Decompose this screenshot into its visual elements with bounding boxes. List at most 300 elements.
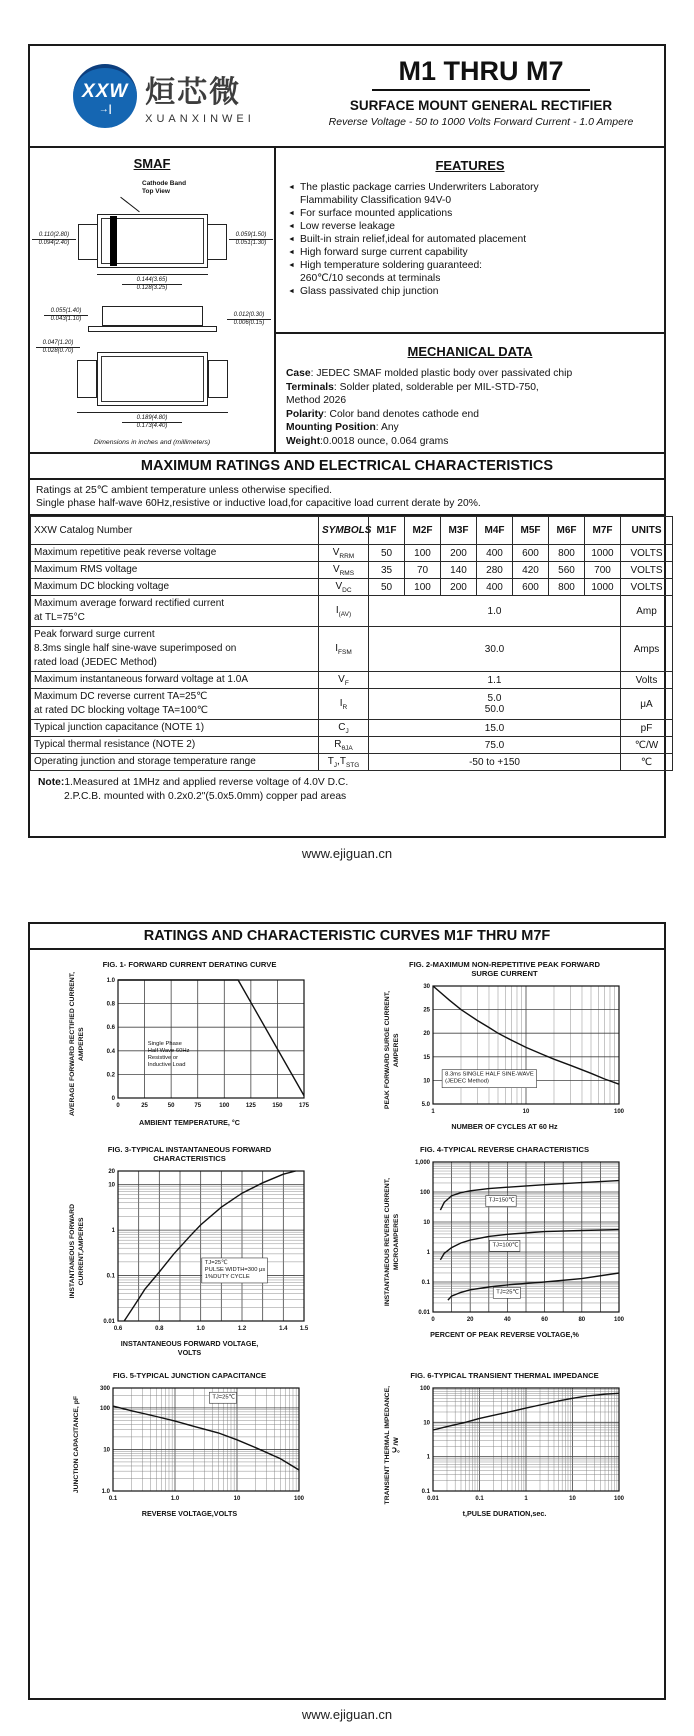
units-cell: Amps xyxy=(621,627,673,672)
mechanical-data-line: Polarity: Color band denotes cathode end xyxy=(286,408,479,420)
symbol-cell: $I_{FSM}$ xyxy=(319,627,369,672)
svg-text:150: 150 xyxy=(271,1102,282,1109)
svg-text:100: 100 xyxy=(613,1317,624,1323)
mechanical-data-line: Weight:0.0018 ounce, 0.064 grams xyxy=(286,435,449,447)
symbol-cell: $V_{DC}$ xyxy=(319,579,369,596)
svg-text:0.1: 0.1 xyxy=(421,1280,430,1286)
parameter-line: Maximum DC blocking voltage xyxy=(34,581,170,592)
symbol-cell: $C_J$ xyxy=(319,720,369,737)
value-line: 50.0 xyxy=(484,704,505,715)
feature-item-line: Flammability Classification 94V-0 xyxy=(300,195,452,206)
value-span-cell xyxy=(369,737,621,754)
svg-text:20: 20 xyxy=(107,1169,115,1175)
value-line: 15.0 xyxy=(484,722,505,734)
value-span-cell xyxy=(369,689,621,720)
y-label-line: PEAK FORWARD SURGE CURRENT, xyxy=(383,991,391,1110)
figure-plot-3 xyxy=(86,1166,312,1337)
cathode-band xyxy=(110,216,117,266)
value-cell: 100 xyxy=(405,545,441,562)
figure-title xyxy=(410,1371,598,1380)
figure-plot-6 xyxy=(401,1383,627,1507)
column-header-model: M4F xyxy=(477,517,513,545)
value-cell: 800 xyxy=(549,545,585,562)
y-label-line: AMPERES xyxy=(77,1027,85,1061)
features-list xyxy=(286,181,654,298)
units-cell: VOLTS xyxy=(621,545,673,562)
column-header-model: M2F xyxy=(405,517,441,545)
parameter-cell xyxy=(31,596,319,627)
svg-text:10: 10 xyxy=(522,1109,529,1115)
bullet-arrow-icon: ◄ xyxy=(288,288,295,295)
figure-plot-4 xyxy=(401,1157,627,1328)
svg-text:1.0: 1.0 xyxy=(101,1489,110,1495)
side-view-base xyxy=(88,326,217,332)
svg-text:TJ=150℃: TJ=150℃ xyxy=(488,1197,515,1204)
dim-pad-length: 0.047(1.20) 0.028(0.70) xyxy=(36,340,80,355)
column-header-model: M7F xyxy=(585,517,621,545)
value-cell: 100 xyxy=(405,579,441,596)
top-view-right-tab xyxy=(207,224,227,260)
callout-leader-line xyxy=(120,197,140,213)
mechanical-data-label: Case xyxy=(286,368,311,379)
x-label-line: REVERSE VOLTAGE,VOLTS xyxy=(141,1509,238,1518)
value-cell: 700 xyxy=(585,562,621,579)
svg-text:1.5: 1.5 xyxy=(299,1326,308,1332)
svg-text:30: 30 xyxy=(422,984,430,990)
svg-text:0.01: 0.01 xyxy=(102,1319,115,1325)
svg-text:300: 300 xyxy=(99,1386,110,1392)
ratings-table xyxy=(30,516,673,771)
value-cell: 50 xyxy=(369,579,405,596)
value-cell: 35 xyxy=(369,562,405,579)
figure-6-thermal-impedance xyxy=(347,1371,662,1518)
figure-y-axis-label xyxy=(72,1396,81,1493)
feature-item-line: ◄ Built-in strain relief,ideal for automated placement xyxy=(288,234,527,245)
value-line: -50 to +150 xyxy=(469,756,520,768)
company-name-cn: 烜芯微 xyxy=(145,76,242,109)
symbol-cell: $T_J,T_{STG}$ xyxy=(319,754,369,771)
svg-text:Resistive or: Resistive or xyxy=(147,1054,178,1061)
bullet-arrow-icon: ◄ xyxy=(288,223,295,230)
svg-text:TJ=100℃: TJ=100℃ xyxy=(492,1242,519,1249)
symbol-cell: $V_{RMS}$ xyxy=(319,562,369,579)
y-label-line: INSTANTANEOUS FORWARD xyxy=(68,1204,76,1299)
dim-body-width: 0.144(3.65) 0.128(3.25) xyxy=(122,277,182,292)
parameter-line: 8.3ms single half sine-wave superimposed on xyxy=(34,643,237,654)
figure-x-axis-label xyxy=(430,1330,579,1339)
figure-body xyxy=(68,1166,312,1337)
value-line: 75.0 xyxy=(484,739,505,751)
column-header-model: M6F xyxy=(549,517,585,545)
y-label-line: INSTANTANEOUS REVERSE CURRENT, xyxy=(383,1178,391,1307)
svg-text:1.0: 1.0 xyxy=(106,977,115,984)
feature-item-line: 260℃/10 seconds at terminals xyxy=(300,273,441,284)
table-row xyxy=(31,737,673,754)
y-label-line: AMPERES xyxy=(392,1033,400,1068)
note-line: 2.P.C.B. mounted with 0.2x0.2"(5.0x5.0mm) copper pad areas xyxy=(64,791,347,802)
svg-text:1: 1 xyxy=(426,1250,430,1256)
svg-text:0.6: 0.6 xyxy=(113,1326,122,1332)
value-span-cell xyxy=(369,672,621,689)
feature-item-line: ◄ Glass passivated chip junction xyxy=(288,286,439,297)
datasheet-sheet-2 xyxy=(28,922,666,1700)
svg-text:TJ=25℃: TJ=25℃ xyxy=(212,1394,236,1401)
y-label-line: MICROAMPERES xyxy=(392,1214,400,1271)
svg-text:0.8: 0.8 xyxy=(154,1326,164,1332)
figure-title xyxy=(420,1145,589,1154)
parameter-cell xyxy=(31,672,319,689)
svg-text:0.6: 0.6 xyxy=(106,1024,115,1031)
parameter-line: at rated DC blocking voltage TA=100℃ xyxy=(34,705,209,716)
company-logo xyxy=(30,46,298,146)
svg-text:8.3ms SINGLE HALF SINE-WAVE: 8.3ms SINGLE HALF SINE-WAVE xyxy=(444,1071,534,1078)
mechanical-data-label: Weight xyxy=(286,435,321,447)
svg-text:1.4: 1.4 xyxy=(278,1326,288,1332)
figure-body xyxy=(68,972,312,1116)
parameter-line: Operating junction and storage temperature range xyxy=(34,756,256,767)
value-line: 30.0 xyxy=(484,643,505,655)
ratings-heading: MAXIMUM RATINGS AND ELECTRICAL CHARACTERISTICS xyxy=(30,454,664,480)
ratings-subtitle: Reverse Voltage - 50 to 1000 Volts Forward Current - 1.0 Ampere xyxy=(328,116,634,128)
units-cell: Amp xyxy=(621,596,673,627)
figure-title-line: FIG. 5-TYPICAL JUNCTION CAPACITANCE xyxy=(112,1371,267,1380)
svg-text:100: 100 xyxy=(419,1386,430,1392)
y-label-line: TRANSIENT THERMAL IMPEDANCE, xyxy=(383,1385,391,1505)
ratings-conditions: Ratings at 25℃ ambient temperature unless otherwise specified. Single phase half-wave 60Hz,resistive or inductive load,for capacitive load current derate by 20%. xyxy=(30,480,664,516)
company-name-en: XUANXINWEI xyxy=(145,113,255,125)
column-header-model: M1F xyxy=(369,517,405,545)
mechanical-data-line: Method 2026 xyxy=(286,395,347,406)
svg-text:1%DUTY CYCLE: 1%DUTY CYCLE xyxy=(204,1273,250,1280)
units-cell: μA xyxy=(621,689,673,720)
units-cell: Volts xyxy=(621,672,673,689)
svg-text:100: 100 xyxy=(613,1109,624,1115)
svg-text:PULSE WIDTH=300 μs: PULSE WIDTH=300 μs xyxy=(204,1266,265,1273)
figure-title-line: CHARACTERISTICS xyxy=(153,1154,226,1163)
column-header-model: M5F xyxy=(513,517,549,545)
mechanical-data-list xyxy=(286,367,654,448)
parameter-line: Typical thermal resistance (NOTE 2) xyxy=(34,739,196,750)
parameter-line: Maximum average forward rectified current xyxy=(34,598,225,609)
y-label-line: AVERAGE FORWARD RECTIFIED CURRENT, xyxy=(68,972,76,1116)
value-cell: 600 xyxy=(513,579,549,596)
feature-item-line: ◄ High forward surge current capability xyxy=(288,247,468,258)
part-number-title: M1 THRU M7 xyxy=(372,56,589,91)
svg-text:10: 10 xyxy=(422,1078,430,1085)
svg-text:60: 60 xyxy=(540,1317,548,1323)
svg-text:5.0: 5.0 xyxy=(421,1102,430,1108)
value-cell: 560 xyxy=(549,562,585,579)
figure-title xyxy=(409,960,600,978)
diode-symbol-icon: →| xyxy=(98,104,112,115)
value-span-cell xyxy=(369,720,621,737)
figure-title-line: FIG. 6-TYPICAL TRANSIENT THERMAL IMPEDANCE xyxy=(410,1371,599,1380)
parameter-cell xyxy=(31,720,319,737)
svg-text:125: 125 xyxy=(245,1102,256,1109)
value-cell: 400 xyxy=(477,579,513,596)
value-line: 5.0 xyxy=(487,693,502,704)
svg-text:0: 0 xyxy=(115,1102,120,1109)
bullet-arrow-icon: ◄ xyxy=(288,184,295,191)
features-section xyxy=(276,148,664,334)
column-header-units: UNITS xyxy=(621,517,673,545)
figure-body xyxy=(383,1383,627,1507)
value-cell: 1000 xyxy=(585,545,621,562)
value-cell: 70 xyxy=(405,562,441,579)
svg-text:1.0: 1.0 xyxy=(170,1496,180,1502)
feature-item-line: ◄ High temperature soldering guaranteed: xyxy=(288,260,483,271)
svg-text:10: 10 xyxy=(568,1496,576,1502)
mechanical-data-section xyxy=(276,334,664,452)
table-row xyxy=(31,562,673,579)
website-footer-2: www.ejiguan.cn xyxy=(301,1707,393,1722)
parameter-cell xyxy=(31,627,319,672)
parameter-line: Maximum instantaneous forward voltage at 1.0A xyxy=(34,674,248,685)
device-type-subtitle: SURFACE MOUNT GENERAL RECTIFIER xyxy=(349,98,613,113)
table-row xyxy=(31,672,673,689)
bullet-arrow-icon: ◄ xyxy=(288,236,295,243)
parameter-cell xyxy=(31,754,319,771)
bottom-view-left-tab xyxy=(77,360,97,398)
svg-text:25: 25 xyxy=(422,1007,430,1014)
x-label-line: NUMBER OF CYCLES AT 60 Hz xyxy=(451,1122,558,1131)
svg-text:10: 10 xyxy=(107,1182,115,1189)
figure-y-axis-label xyxy=(383,991,401,1109)
x-label-line: PERCENT OF PEAK REVERSE VOLTAGE,% xyxy=(430,1330,579,1339)
value-cell: 420 xyxy=(513,562,549,579)
svg-text:Inductive Load: Inductive Load xyxy=(147,1061,185,1068)
value-cell: 200 xyxy=(441,545,477,562)
svg-text:175: 175 xyxy=(298,1102,309,1109)
value-cell: 800 xyxy=(549,579,585,596)
value-cell: 600 xyxy=(513,545,549,562)
value-span-cell xyxy=(369,627,621,672)
svg-text:TJ=25℃: TJ=25℃ xyxy=(495,1289,519,1296)
figure-body xyxy=(383,1157,627,1328)
symbol-cell: $V_F$ xyxy=(319,672,369,689)
figure-title-line: FIG. 1- FORWARD CURRENT DERATING CURVE xyxy=(102,960,277,969)
parameter-line: rated load (JEDEC Method) xyxy=(34,657,157,668)
bottom-view-inner-outline xyxy=(101,356,204,402)
parameter-line: at TL=75°C xyxy=(34,612,85,623)
svg-text:80: 80 xyxy=(577,1317,585,1323)
dim-base-thickness: 0.012(0.30) 0.006(0.15) xyxy=(227,312,271,327)
svg-text:0.01: 0.01 xyxy=(417,1310,430,1316)
svg-text:100: 100 xyxy=(419,1190,430,1196)
svg-text:Single Phase: Single Phase xyxy=(147,1040,182,1047)
units-cell: pF xyxy=(621,720,673,737)
figure-x-axis-label xyxy=(142,1509,237,1518)
svg-text:TJ=25℃: TJ=25℃ xyxy=(204,1259,228,1266)
svg-text:100: 100 xyxy=(293,1496,305,1502)
figure-grid xyxy=(30,950,664,1518)
value-cell: 140 xyxy=(441,562,477,579)
svg-text:0: 0 xyxy=(430,1317,435,1323)
feature-item-line: ◄ The plastic package carries Underwriters Laboratory xyxy=(288,182,539,193)
parameter-cell xyxy=(31,737,319,754)
svg-text:Half Wave 60Hz: Half Wave 60Hz xyxy=(147,1047,189,1054)
svg-text:20: 20 xyxy=(466,1317,474,1323)
mechanical-data-label: Mounting Position xyxy=(286,422,376,433)
y-label-line: CURRENT,AMPERES xyxy=(77,1217,85,1286)
dim-side-height: 0.055(1.40) 0.043(1.10) xyxy=(44,308,88,323)
svg-text:10: 10 xyxy=(422,1420,430,1427)
note-line: Note:1.Measured at 1MHz and applied reverse voltage of 4.0V D.C. xyxy=(38,777,349,788)
dim-line-total-width xyxy=(77,412,228,413)
ratings-table-header xyxy=(31,517,673,545)
svg-text:0.1: 0.1 xyxy=(474,1496,484,1502)
feature-item-line: ◄ For surface mounted applications xyxy=(288,208,453,219)
svg-text:0.8: 0.8 xyxy=(106,1001,115,1008)
figure-body xyxy=(72,1383,307,1507)
svg-text:0: 0 xyxy=(111,1095,115,1102)
svg-text:1,000: 1,000 xyxy=(414,1160,430,1166)
figure-y-axis-label xyxy=(383,1178,401,1306)
svg-text:1: 1 xyxy=(426,1454,430,1461)
svg-text:0.2: 0.2 xyxy=(106,1071,115,1078)
svg-text:0.4: 0.4 xyxy=(106,1048,115,1055)
mechanical-data-line: Case: JEDEC SMAF molded plastic body over passivated chip xyxy=(286,368,573,379)
bullet-arrow-icon: ◄ xyxy=(288,262,295,269)
parameter-cell xyxy=(31,579,319,596)
figure-body xyxy=(383,981,627,1120)
parameter-line: Peak forward surge current xyxy=(34,629,155,640)
svg-text:1: 1 xyxy=(111,1228,115,1235)
mechanical-data-line: Mounting Position: Any xyxy=(286,422,399,433)
feature-item-line: ◄ Low reverse leakage xyxy=(288,221,396,232)
dim-top-height: 0.110(2.80) 0.094(2.40) xyxy=(32,232,76,247)
bottom-view-body xyxy=(97,352,208,406)
column-header-symbols: SYMBOLS xyxy=(319,517,369,545)
svg-text:10: 10 xyxy=(233,1496,241,1502)
dimensions-note: Dimensions in inches and (millimeters) xyxy=(93,439,211,446)
parameter-cell xyxy=(31,562,319,579)
value-span-cell xyxy=(369,596,621,627)
curves-heading: RATINGS AND CHARACTERISTIC CURVES M1F THRU M7F xyxy=(30,924,664,950)
units-cell: ℃ xyxy=(621,754,673,771)
dim-total-width: 0.189(4.80) 0.173(4.40) xyxy=(122,415,182,430)
figure-title xyxy=(103,960,277,969)
table-row xyxy=(31,579,673,596)
value-line: 1.1 xyxy=(487,674,502,686)
table-row xyxy=(31,596,673,627)
figure-plot-1 xyxy=(86,975,312,1114)
mechanical-data-label: Polarity xyxy=(286,408,324,420)
table-row xyxy=(31,545,673,562)
value-cell: 1000 xyxy=(585,579,621,596)
figure-5-junction-capacitance xyxy=(32,1371,347,1518)
figure-plot-2 xyxy=(401,981,627,1120)
y-label-line: ℃/W xyxy=(392,1436,400,1454)
svg-text:75: 75 xyxy=(193,1102,201,1109)
parameter-line: Maximum RMS voltage xyxy=(34,564,138,575)
top-view-body xyxy=(97,214,208,268)
dim-tab-height: 0.059(1.50) 0.051(1.30) xyxy=(229,232,273,247)
symbol-cell: $R_{\theta JA}$ xyxy=(319,737,369,754)
symbol-cell: $I_{(AV)}$ xyxy=(319,596,369,627)
units-cell: ℃/W xyxy=(621,737,673,754)
table-notes xyxy=(30,771,664,809)
parameter-line: Typical junction capacitance (NOTE 1) xyxy=(34,722,205,733)
bullet-arrow-icon: ◄ xyxy=(288,249,295,256)
value-span-cell xyxy=(369,754,621,771)
value-line: 1.0 xyxy=(487,605,502,617)
x-label-line: AMBIENT TEMPERATURE, °C xyxy=(139,1118,240,1127)
table-row xyxy=(31,689,673,720)
svg-text:10: 10 xyxy=(103,1447,110,1454)
side-view-body xyxy=(102,306,203,326)
units-cell: VOLTS xyxy=(621,579,673,596)
value-cell: 280 xyxy=(477,562,513,579)
parameter-cell xyxy=(31,545,319,562)
figure-2-surge-current xyxy=(347,960,662,1131)
column-header-model: M3F xyxy=(441,517,477,545)
svg-text:1: 1 xyxy=(523,1496,528,1502)
figure-4-reverse-characteristics xyxy=(347,1145,662,1357)
dim-line-body-width xyxy=(97,274,208,275)
svg-text:20: 20 xyxy=(422,1031,430,1038)
header xyxy=(30,46,664,148)
x-label-line: VOLTS xyxy=(177,1348,202,1357)
svg-text:10: 10 xyxy=(422,1220,430,1226)
figure-title-line: FIG. 4-TYPICAL REVERSE CHARACTERISTICS xyxy=(419,1145,590,1154)
figure-y-axis-label xyxy=(383,1386,401,1504)
parameter-line: Maximum repetitive peak reverse voltage xyxy=(34,547,217,558)
svg-text:100: 100 xyxy=(613,1496,624,1502)
figure-title xyxy=(108,1145,272,1163)
figure-y-axis-label xyxy=(68,972,86,1116)
figure-plot-5 xyxy=(81,1383,307,1507)
figure-x-axis-label xyxy=(463,1509,547,1518)
figure-y-axis-label xyxy=(68,1204,86,1298)
datasheet-sheet-1 xyxy=(28,44,666,838)
value-cell: 400 xyxy=(477,545,513,562)
mechanical-data-line: Terminals: Solder plated, solderable per MIL-STD-750, xyxy=(286,381,539,393)
svg-text:0.1: 0.1 xyxy=(108,1496,118,1502)
x-label-line: t,PULSE DURATION,sec. xyxy=(462,1509,547,1518)
svg-text:100: 100 xyxy=(218,1102,229,1109)
y-label-line: JUNCTION CAPACITANCE, pF xyxy=(73,1396,80,1494)
cathode-band-callout: Cathode Band Top View xyxy=(142,180,187,195)
column-header-catalog: XXW Catalog Number xyxy=(31,517,319,545)
table-row xyxy=(31,754,673,771)
ratings-table-body xyxy=(31,545,673,771)
svg-text:0.01: 0.01 xyxy=(426,1496,439,1502)
top-view-left-tab xyxy=(78,224,98,260)
svg-text:(JEDEC Method): (JEDEC Method) xyxy=(444,1078,489,1085)
svg-text:25: 25 xyxy=(140,1102,148,1109)
svg-text:50: 50 xyxy=(167,1102,174,1109)
parameter-cell xyxy=(31,689,319,720)
figure-1-derating-curve xyxy=(32,960,347,1131)
value-cell: 50 xyxy=(369,545,405,562)
note-label: Note: xyxy=(38,777,65,788)
figure-x-axis-label xyxy=(451,1122,557,1131)
features-heading: FEATURES xyxy=(435,158,505,173)
svg-text:1.0: 1.0 xyxy=(195,1326,205,1332)
symbol-cell: $I_R$ xyxy=(319,689,369,720)
figure-x-axis-label xyxy=(139,1118,240,1127)
figure-3-forward-characteristics xyxy=(32,1145,347,1357)
figure-title xyxy=(113,1371,266,1380)
title-block xyxy=(298,46,664,146)
mechanical-data-label: Terminals xyxy=(286,381,334,393)
svg-text:0.1: 0.1 xyxy=(106,1273,115,1280)
bullet-arrow-icon: ◄ xyxy=(288,210,295,217)
logo-circle-icon xyxy=(73,64,137,128)
figure-title-line: FIG. 3-TYPICAL INSTANTANEOUS FORWARD xyxy=(107,1145,272,1154)
figure-x-axis-label xyxy=(121,1339,259,1357)
